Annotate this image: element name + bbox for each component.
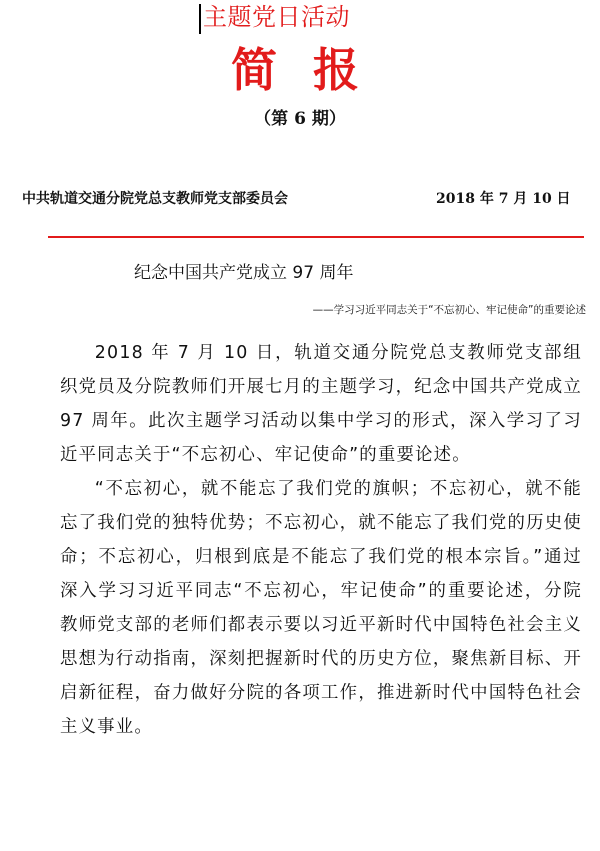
- article-body: [60, 336, 582, 744]
- header-divider: [48, 236, 584, 238]
- article-title: 纪念中国共产党成立 97 周年: [134, 263, 354, 283]
- bulletin-title: 简 报: [230, 43, 369, 97]
- organization-name: 中共轨道交通分院党总支教师党支部委员会: [22, 191, 288, 207]
- publish-date: 2018 年 7 月 10 日: [436, 191, 571, 207]
- paragraph-2: “不忘初心，就不能忘了我们党的旗帜；不忘初心，就不能忘了我们党的独特优势；不忘初心，就不能忘了我们党的历史使命；不忘初心，归根到底是不能忘了我们党的根本宗旨。”通过深入学习习近平同志“不忘初心，牢记使命”的重要论述，分院教师党支部的老师们都表示要以习近平新时代中国特色社会主义思想为行动指南，深刻把握新时代的历史方位，聚焦新目标、开启新征程，奋力做好分院的各项工作，推进新时代中国特色社会主义事业。: [60, 479, 582, 737]
- text-cursor: [199, 4, 201, 34]
- article-subtitle: ——学习习近平同志关于“不忘初心、牢记使命”的重要论述: [312, 304, 586, 316]
- issue-number: （第 6 期）: [254, 109, 346, 129]
- paragraph-1: 2018 年 7 月 10 日，轨道交通分院党总支教师党支部组织党员及分院教师们开展七月的主题学习，纪念中国共产党成立 97 周年。此次主题学习活动以集中学习的形式，深入学习了习近平同志关于“不忘初心、牢记使命”的重要论述。: [60, 343, 582, 465]
- top-title: 主题党日活动: [203, 3, 350, 31]
